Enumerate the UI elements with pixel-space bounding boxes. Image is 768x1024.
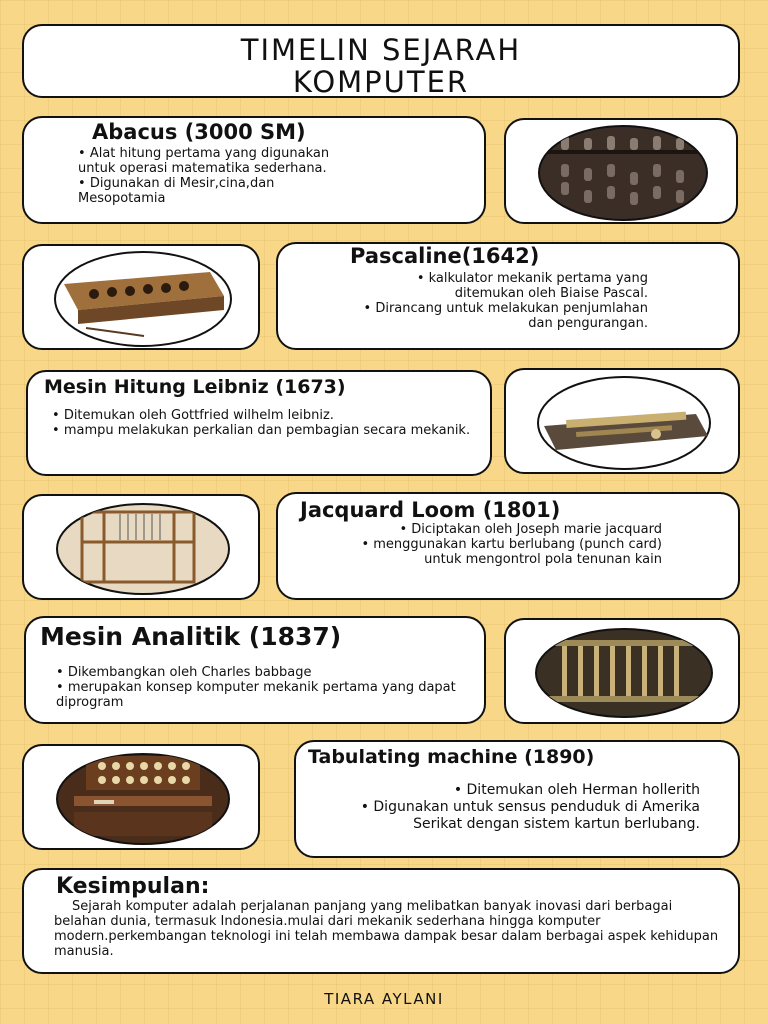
list-item: • Dirancang untuk melakukan penjumlahan dan pengurangan. [352,301,648,331]
jacquard-heading: Jacquard Loom (1801) [300,498,561,522]
list-item: • menggunakan kartu berlubang (punch card) untuk mengontrol pola tenunan kain [324,537,662,567]
author-name: TIARA AYLANI [324,990,444,1008]
list-item: • Alat hitung pertama yang digunakan untuk operasi matematika sederhana. [78,146,358,176]
abacus-image-box [504,118,738,224]
conclusion-heading: Kesimpulan: [56,874,210,899]
list-item: • merupakan konsep komputer mekanik pertama yang dapat diprogram [56,680,456,710]
list-item: • Diciptakan oleh Joseph marie jacquard [324,522,662,537]
pascaline-image [24,246,260,350]
abacus-heading: Abacus (3000 SM) [92,120,306,144]
page-title [24,26,738,98]
analytical-engine-image-box [504,618,740,724]
pascaline-bullets [352,271,648,331]
jacquard-image-box [22,494,260,600]
leibniz-card [26,370,492,476]
analytical-engine-heading: Mesin Analitik (1837) [40,622,342,651]
analytical-engine-card [24,616,486,724]
leibniz-image-box [504,368,740,474]
jacquard-image [24,496,260,600]
list-item: • Ditemukan oleh Herman hollerith [330,782,700,799]
pascaline-image-box [22,244,260,350]
tabulating-card [294,740,740,858]
title-line-1: TIMELIN SEJARAH [240,33,522,67]
pascaline-card [276,242,740,350]
tabulating-image-box [22,744,260,850]
tabulating-image [24,746,260,850]
list-item: • Digunakan untuk sensus penduduk di Amerika Serikat dengan sistem kartun berlubang. [330,799,700,833]
analytical-engine-image [506,620,740,724]
leibniz-image [506,370,740,474]
abacus-bullets [78,146,358,206]
abacus-image [506,120,738,224]
list-item: • kalkulator mekanik pertama yang ditemukan oleh Biaise Pascal. [352,271,648,301]
analytical-engine-bullets [56,665,456,710]
tabulating-heading: Tabulating machine (1890) [308,746,595,768]
list-item: • Ditemukan oleh Gottfried wilhelm leibniz. [52,408,472,423]
leibniz-heading: Mesin Hitung Leibniz (1673) [44,376,346,398]
title-box [22,24,740,98]
conclusion-text: Sejarah komputer adalah perjalanan panjang yang melibatkan banyak inovasi dari berbagai belahan dunia, termasuk Indonesia.mulai dari mekanik sederhana hingga komputer modern.perkembangan teknologi ini telah membawa dampak besar dalam berbagai aspek kehidupan manusia. [54,899,719,959]
list-item: • mampu melakukan perkalian dan pembagian secara mekanik. [52,423,472,438]
list-item: • Dikembangkan oleh Charles babbage [56,665,456,680]
leibniz-bullets [52,408,472,438]
tabulating-bullets [330,782,700,833]
title-line-2: KOMPUTER [292,65,470,99]
abacus-card [22,116,486,224]
jacquard-card [276,492,740,600]
list-item: • Digunakan di Mesir,cina,dan Mesopotamia [78,176,358,206]
conclusion-card [22,868,740,974]
pascaline-heading: Pascaline(1642) [350,244,540,268]
jacquard-bullets [324,522,662,567]
